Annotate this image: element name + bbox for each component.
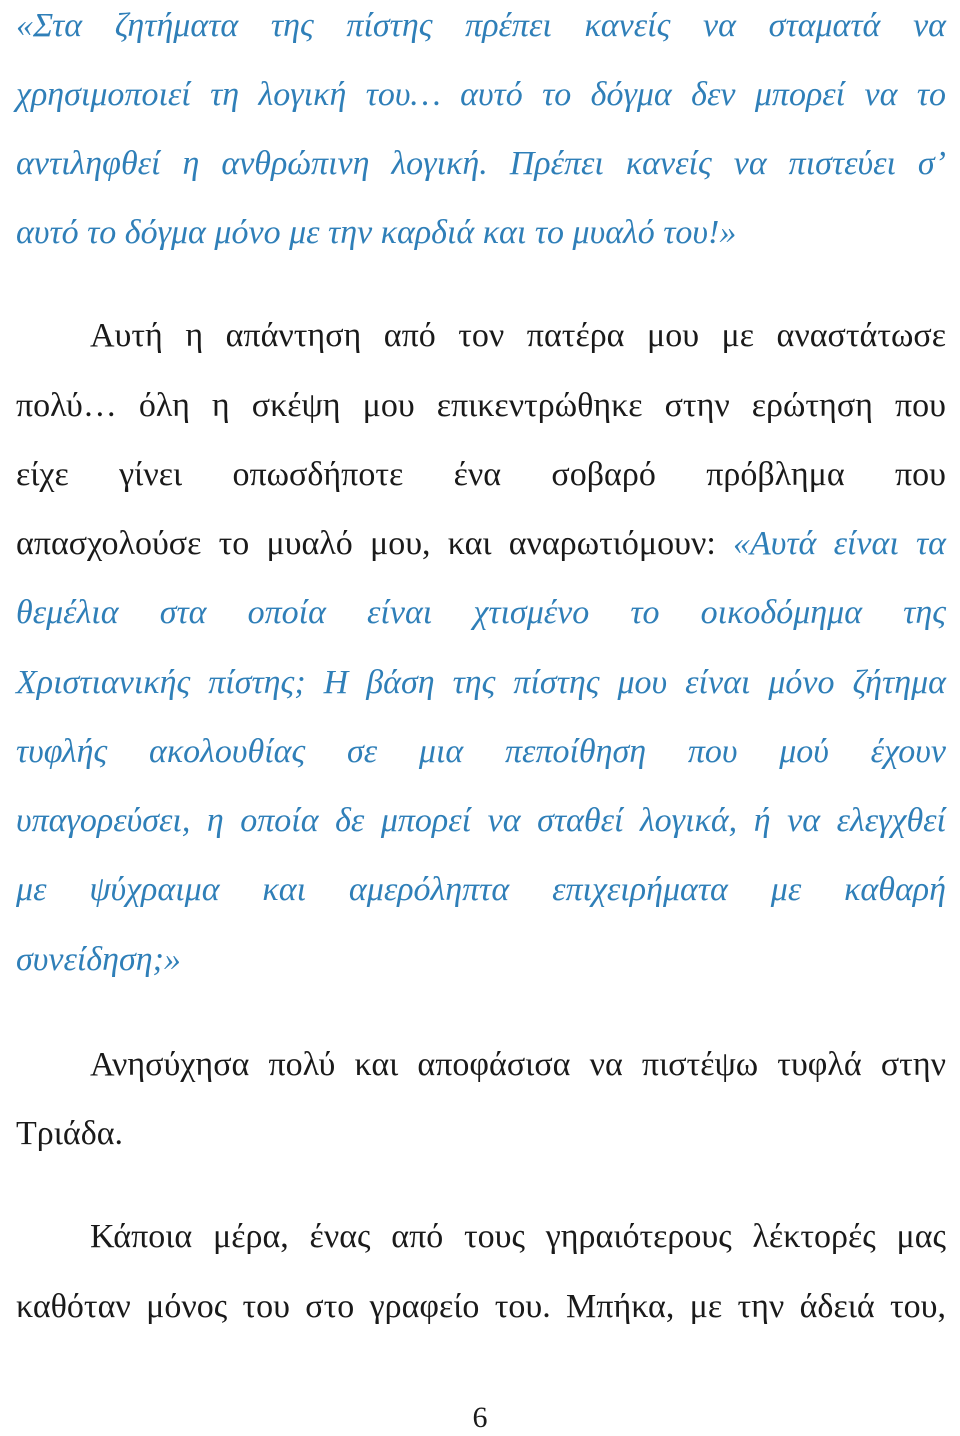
quote-line: συνείδηση;» — [16, 941, 181, 978]
quote-line: αντιληφθεί η ανθρώπινη λογική. Πρέπει κανείς να πιστεύει σ’ — [16, 145, 946, 182]
paragraph-line: είχε γίνει οπωσδήποτε ένα σοβαρό πρόβλημα που — [16, 456, 946, 493]
quote-line: αυτό το δόγμα μόνο με την καρδιά και το μυαλό του!» — [16, 214, 737, 251]
quote-line: υπαγορεύσει, η οποία δε μπορεί να σταθεί λογικά, ή να ελεγχθεί — [16, 802, 946, 839]
quote-line: θεμέλια στα οποία είναι χτισμένο το οικοδόμημα της — [16, 594, 946, 631]
quote-line: τυφλής ακολουθίας σε μια πεποίθηση που μού έχουν — [16, 733, 946, 770]
paragraph-line-mixed — [16, 524, 946, 564]
inline-quote-text: «Αυτά είναι τα — [732, 525, 947, 562]
quote-line: χρησιμοποιεί τη λογική του… αυτό το δόγμα δεν μπορεί να το — [16, 76, 946, 113]
paragraph-line: Κάποια μέρα, ένας από τους γηραιότερους λέκτορές μας — [90, 1218, 946, 1255]
paragraph-text: απασχολούσε το μυαλό μου, και αναρωτιόμουν: — [16, 525, 733, 562]
paragraph-line: Τριάδα. — [16, 1115, 124, 1152]
paragraph-line: καθόταν μόνος του στο γραφείο του. Μπήκα, με την άδειά του, — [16, 1288, 946, 1325]
page-number: 6 — [472, 1401, 488, 1434]
quote-line: με ψύχραιμα και αμερόληπτα επιχειρήματα με καθαρή — [16, 871, 946, 908]
quote-line: Χριστιανικής πίστης; Η βάση της πίστης μου είναι μόνο ζήτημα — [16, 664, 946, 701]
quote-line: «Στα ζητήματα της πίστης πρέπει κανείς να σταματά να — [16, 7, 946, 44]
paragraph-line: πολύ… όλη η σκέψη μου επικεντρώθηκε στην ερώτηση που — [16, 387, 946, 424]
paragraph-line: Ανησύχησα πολύ και αποφάσισα να πιστέψω τυφλά στην — [90, 1046, 946, 1083]
paragraph-line: Αυτή η απάντηση από τον πατέρα μου με αναστάτωσε — [90, 317, 946, 354]
